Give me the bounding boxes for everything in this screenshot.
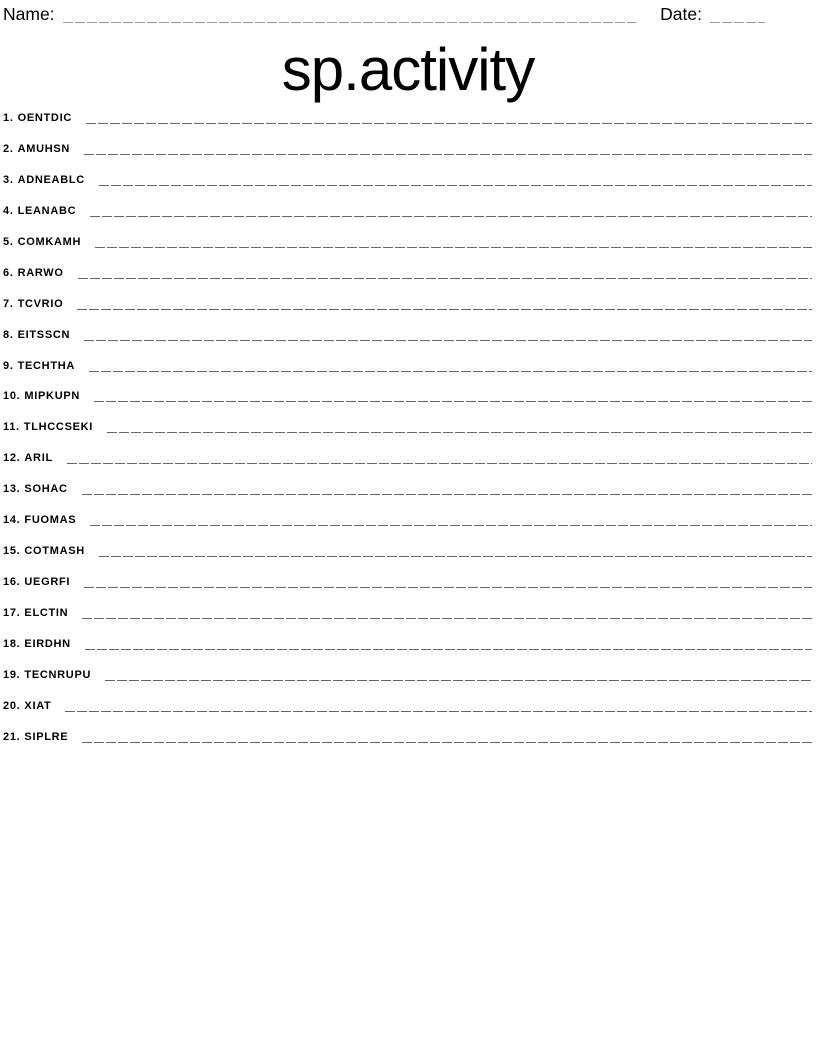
item-number: 9.: [3, 359, 14, 372]
worksheet-title: sp.activity: [281, 36, 535, 103]
answer-blank-line[interactable]: [90, 211, 812, 217]
item-number: 7.: [3, 297, 14, 310]
scramble-row: [3, 420, 812, 451]
answer-blank-line[interactable]: [67, 458, 812, 464]
item-scrambled-word: OENTDIC: [17, 112, 72, 124]
item-number: 13.: [3, 483, 21, 496]
answer-blank-line[interactable]: [82, 613, 812, 619]
date-label: Date:: [660, 4, 702, 24]
item-number: 5.: [3, 235, 14, 248]
answer-blank-line[interactable]: [82, 737, 812, 743]
date-blank-line[interactable]: [710, 17, 765, 23]
scramble-row: [3, 235, 812, 266]
scramble-row: [3, 111, 812, 142]
answer-blank-line[interactable]: [89, 366, 812, 372]
answer-blank-line[interactable]: [65, 706, 812, 712]
answer-blank-line[interactable]: [84, 149, 812, 155]
item-scrambled-word: EIRDHN: [24, 637, 71, 650]
answer-blank-line[interactable]: [94, 396, 812, 402]
item-scrambled-word: UEGRFI: [24, 576, 71, 589]
item-scrambled-word: TECHTHA: [17, 359, 76, 372]
item-scrambled-word: XIAT: [24, 699, 52, 712]
scramble-row: [3, 142, 812, 173]
answer-blank-line[interactable]: [90, 520, 812, 526]
scramble-row: [3, 575, 812, 606]
item-number: 16.: [3, 576, 21, 589]
scramble-row: [3, 266, 812, 297]
item-scrambled-word: MIPKUPN: [24, 390, 81, 403]
item-number: 6.: [3, 266, 14, 279]
scramble-row: [3, 544, 812, 575]
item-scrambled-word: FUOMAS: [24, 514, 77, 527]
item-scrambled-word: TLHCCSEKI: [23, 421, 94, 434]
answer-blank-line[interactable]: [77, 304, 812, 310]
scramble-row: [3, 359, 812, 390]
name-label: Name:: [3, 4, 55, 24]
answer-blank-line[interactable]: [99, 180, 812, 186]
item-number: 8.: [3, 328, 14, 341]
item-number: 21.: [3, 730, 21, 743]
item-scrambled-word: ARIL: [24, 452, 53, 465]
scramble-row: [3, 668, 812, 699]
item-scrambled-word: LEANABC: [17, 204, 77, 217]
word-list: [0, 111, 816, 761]
item-number: 17.: [3, 607, 21, 619]
item-number: 2.: [3, 142, 14, 155]
scramble-row: [3, 173, 812, 204]
item-number: 12.: [3, 452, 21, 465]
answer-blank-line[interactable]: [82, 489, 812, 495]
scramble-row: [3, 297, 812, 328]
item-number: 4.: [3, 204, 14, 217]
scramble-row: [3, 730, 812, 761]
item-number: 20.: [3, 699, 21, 712]
scramble-row: [3, 389, 812, 420]
scramble-row: [3, 451, 812, 482]
scramble-row: [3, 606, 812, 637]
answer-blank-line[interactable]: [105, 675, 812, 681]
item-scrambled-word: ELCTIN: [24, 607, 69, 619]
item-scrambled-word: TECNRUPU: [24, 668, 92, 681]
item-number: 1.: [3, 112, 14, 124]
item-number: 18.: [3, 637, 21, 650]
scramble-row: [3, 699, 812, 730]
answer-blank-line[interactable]: [99, 551, 812, 557]
item-scrambled-word: COTMASH: [24, 545, 85, 558]
item-scrambled-word: SIPLRE: [24, 730, 69, 743]
item-scrambled-word: ADNEABLC: [17, 173, 85, 186]
item-number: 3.: [3, 173, 14, 186]
item-scrambled-word: TCVRIO: [17, 297, 64, 310]
scramble-row: [3, 513, 812, 544]
item-scrambled-word: COMKAMH: [17, 235, 82, 248]
answer-blank-line[interactable]: [107, 427, 812, 433]
scramble-row: [3, 328, 812, 359]
item-number: 10.: [3, 390, 21, 403]
answer-blank-line[interactable]: [85, 644, 812, 650]
item-scrambled-word: RARWO: [17, 266, 64, 279]
scramble-row: [3, 637, 812, 668]
answer-blank-line[interactable]: [95, 242, 812, 248]
answer-blank-line[interactable]: [86, 118, 812, 124]
answer-blank-line[interactable]: [84, 582, 812, 588]
item-scrambled-word: SOHAC: [24, 483, 68, 496]
answer-blank-line[interactable]: [84, 335, 812, 341]
item-number: 14.: [3, 514, 21, 527]
name-blank-line[interactable]: [63, 17, 637, 23]
item-scrambled-word: EITSSCN: [17, 328, 71, 341]
item-number: 11.: [3, 421, 20, 434]
item-number: 19.: [3, 668, 21, 681]
header: [0, 0, 816, 25]
item-scrambled-word: AMUHSN: [17, 142, 71, 155]
scramble-row: [3, 482, 812, 513]
scramble-row: [3, 204, 812, 235]
answer-blank-line[interactable]: [78, 273, 812, 279]
item-number: 15.: [3, 545, 21, 558]
